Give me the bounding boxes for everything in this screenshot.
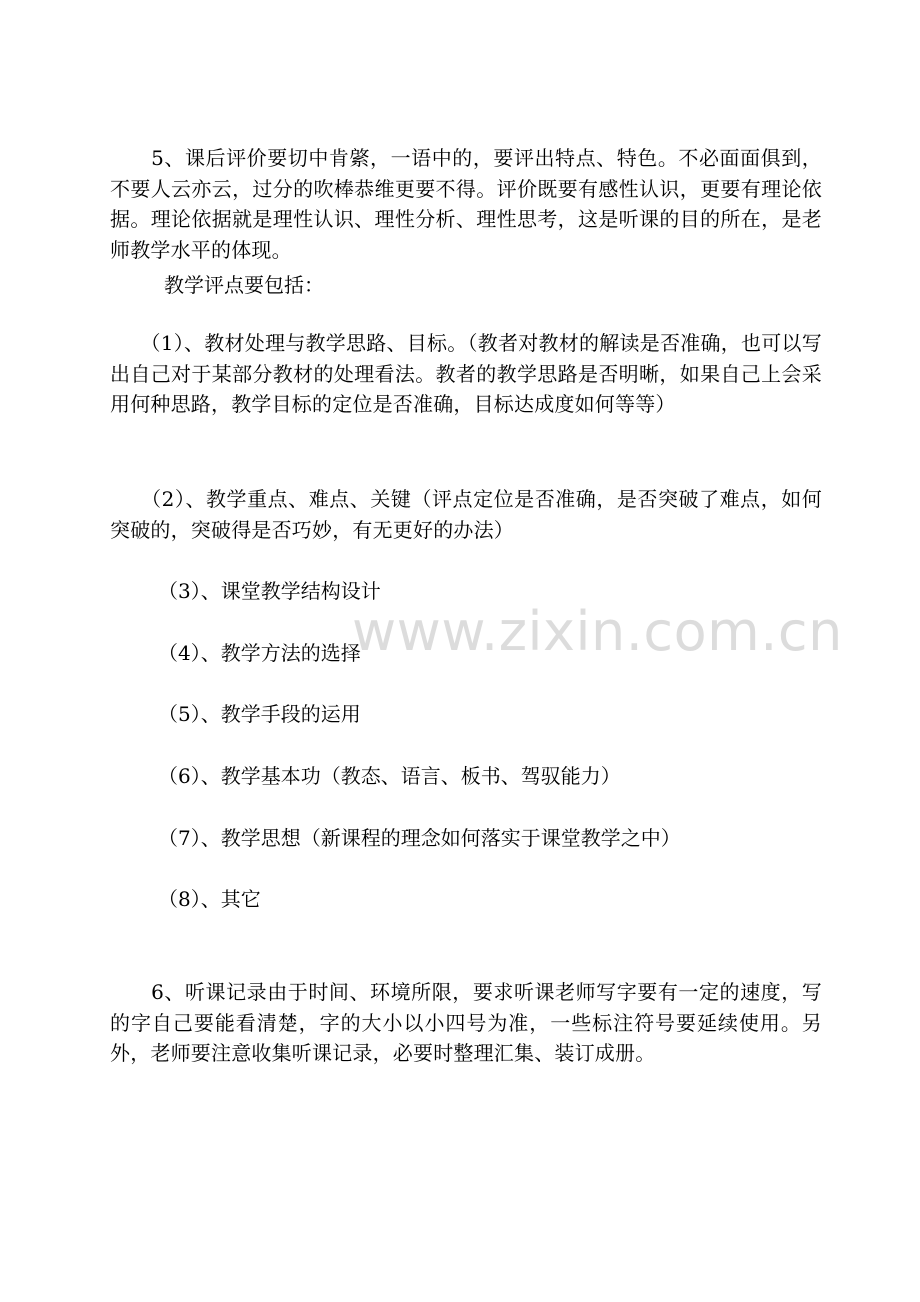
- item-2-paragraph: （2）、教学重点、难点、关键（评点定位是否准确，是否突破了难点，如何突破的，突破得是否巧妙，有无更好的办法）: [110, 487, 822, 542]
- item-7: （7）、教学思想（新课程的理念如何落实于课堂教学之中）: [158, 826, 681, 850]
- item-8: （8）、其它: [158, 887, 261, 911]
- item-6: （6）、教学基本功（教态、语言、板书、驾驭能力）: [158, 764, 621, 788]
- paragraph-6: 6、听课记录由于时间、环境所限，要求听课老师写字要有一定的速度，写的字自己要能看清楚，字的大小以小四号为准，一些标注符号要延续使用。另外，老师要注意收集听课记录，必要时整理汇集、装订成册。: [110, 980, 822, 1065]
- watermark-text: www.zixin.com.cn: [352, 600, 843, 663]
- paragraph-5: 5、课后评价要切中肯綮，一语中的，要评出特点、特色。不必面面俱到，不要人云亦云，过分的吹棒恭维更要不得。评价既要有感性认识，更要有理论依据。理论依据就是理性认识、理性分析、理性思考，这是听课的目的所在，是老师教学水平的体现。: [110, 146, 822, 262]
- item-5: （5）、教学手段的运用: [158, 702, 361, 726]
- item-4: （4）、教学方法的选择: [158, 641, 361, 665]
- points-intro: 教学评点要包括：: [164, 273, 324, 297]
- item-3: （3）、课堂教学结构设计: [158, 579, 381, 603]
- item-1-paragraph: （1）、教材处理与教学思路、目标。（教者对教材的解读是否准确，也可以写出自己对于某部分教材的处理看法。教者的教学思路是否明晰，如果自己上会采用何种思路，教学目标的定位是否准确，目标达成度如何等等）: [110, 331, 822, 416]
